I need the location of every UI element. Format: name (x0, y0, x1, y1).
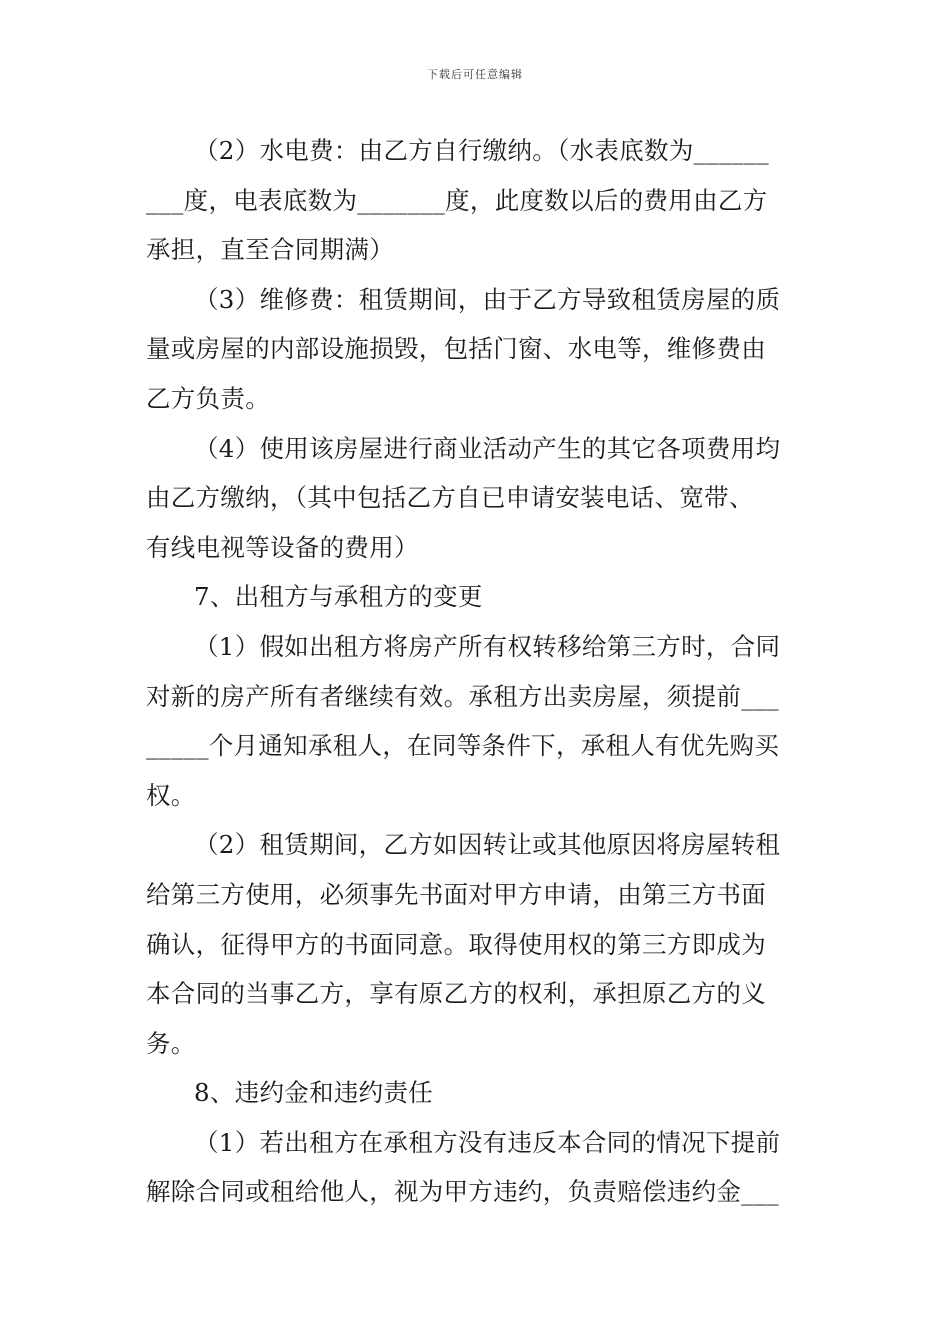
doc-line: 确认，征得甲方的书面同意。取得使用权的第三方即成为 (146, 929, 766, 959)
doc-line: （1）假如出租方将房产所有权转移给第三方时，合同 (194, 631, 781, 661)
doc-line: ___度，电表底数为_______度，此度数以后的费用由乙方 (146, 185, 768, 215)
doc-line: 量或房屋的内部设施损毁，包括门窗、水电等，维修费由 (146, 334, 766, 364)
doc-line: （2）水电费：由乙方自行缴纳。（水表底数为______ (194, 136, 769, 165)
doc-line: 权。 (146, 780, 196, 810)
section-heading: 7、出租方与承租方的变更 (194, 582, 483, 612)
doc-line: 有线电视等设备的费用） (146, 532, 419, 562)
doc-line: 承担，直至合同期满） (146, 235, 394, 265)
doc-line: （1）若出租方在承租方没有违反本合同的情况下提前 (194, 1127, 781, 1157)
doc-line: 给第三方使用，必须事先书面对甲方申请，由第三方书面 (146, 879, 766, 909)
doc-line: 对新的房产所有者继续有效。承租方出卖房屋，须提前___ (146, 681, 779, 711)
doc-line: 解除合同或租给他人，视为甲方违约，负责赔偿违约金___ (146, 1177, 779, 1207)
doc-line: 本合同的当事乙方，享有原乙方的权利，承担原乙方的义 (146, 979, 766, 1009)
doc-line: 乙方负责。 (146, 383, 270, 413)
doc-line: 由乙方缴纳，（其中包括乙方自已申请安装电话、宽带、 (146, 483, 754, 513)
header-note: 下载后可任意编辑 (427, 68, 523, 81)
section-heading: 8、违约金和违约责任 (194, 1078, 434, 1108)
doc-line: （2）租赁期间，乙方如因转让或其他原因将房屋转租 (194, 830, 781, 860)
doc-line: _____个月通知承租人，在同等条件下，承租人有优先购买 (146, 731, 780, 761)
doc-line: （3）维修费：租赁期间，由于乙方导致租赁房屋的质 (194, 284, 781, 314)
document-body (146, 126, 806, 1217)
doc-line: 务。 (146, 1028, 196, 1058)
doc-line: （4）使用该房屋进行商业活动产生的其它各项费用均 (194, 433, 781, 463)
